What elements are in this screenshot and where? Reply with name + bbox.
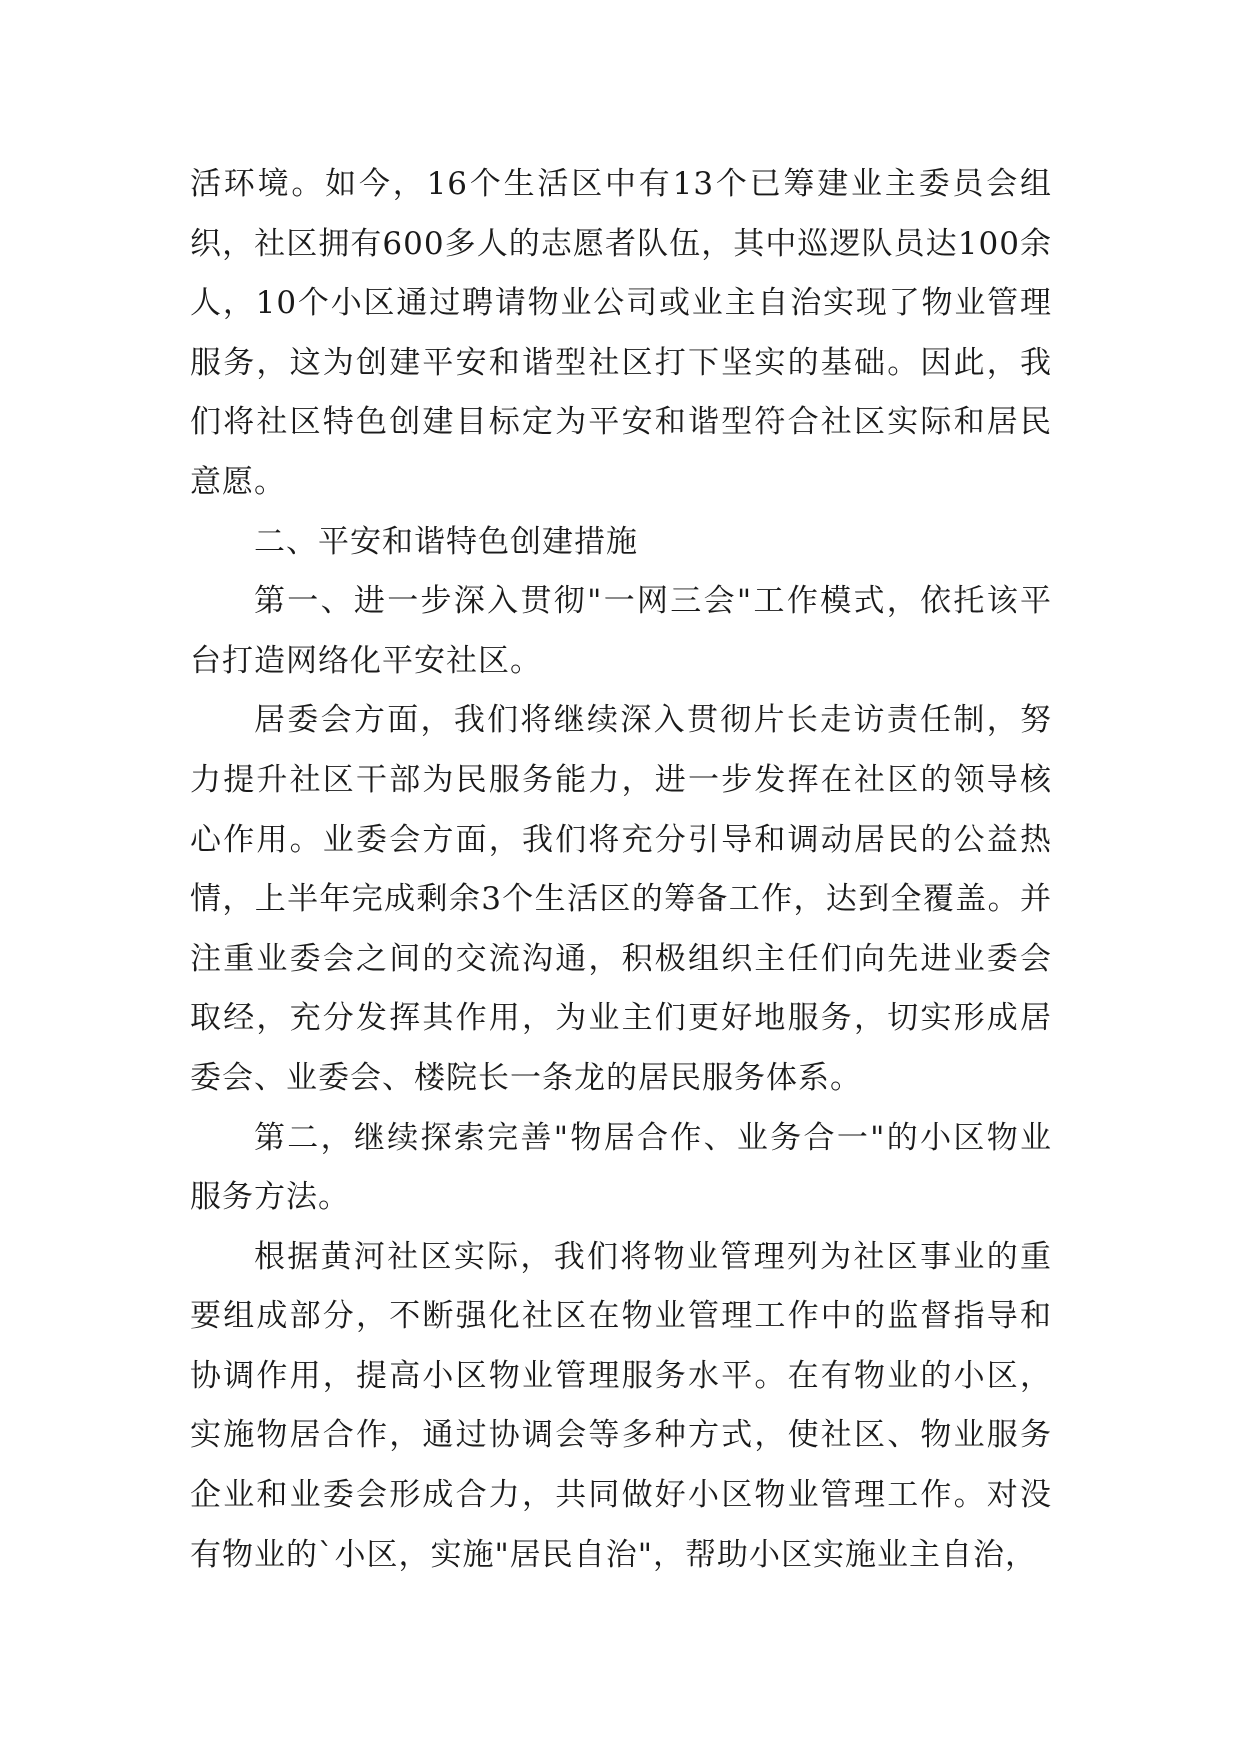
paragraph-point-one: 第一、进一步深入贯彻"一网三会"工作模式，依托该平台打造网络化平安社区。 bbox=[190, 583, 1052, 679]
section-heading-measures: 二、平安和谐特色创建措施 bbox=[254, 523, 638, 560]
paragraph-point-two: 第二，继续探索完善"物居合作、业务合一"的小区物业服务方法。 bbox=[190, 1119, 1052, 1216]
paragraph-intro-continued: 活环境。如今，16个生活区中有13个已筹建业主委员会组织，社区拥有600多人的志愿者队伍，其中巡逻队员达100余人，10个小区通过聘请物业公司或业主自治实现了物业管理服务，这为创建平安和谐型社区打下坚实的基础。因此，我们将社区特色创建目标定为平安和谐型符合社区实际和居民意愿。 bbox=[190, 166, 1052, 500]
paragraph-property-management: 根据黄河社区实际，我们将物业管理列为社区事业的重要组成部分，不断强化社区在物业管理工作中的监督指导和协调作用，提高小区物业管理服务水平。在有物业的小区，实施物居合作，通过协调会等多种方式，使社区、物业服务企业和业委会形成合力，共同做好小区物业管理工作。对没有物业的`小区，实施"居民自治"，帮助小区实施业主自治， bbox=[190, 1238, 1052, 1573]
paragraph-residents-committee: 居委会方面，我们将继续深入贯彻片长走访责任制，努力提升社区干部为民服务能力，进一步发挥在社区的领导核心作用。业委会方面，我们将充分引导和调动居民的公益热情，上半年完成剩余3个生活区的筹备工作，达到全覆盖。并注重业委会之间的交流沟通，积极组织主任们向先进业委会取经，充分发挥其作用，为业主们更好地服务，切实形成居委会、业委会、楼院长一条龙的居民服务体系。 bbox=[190, 702, 1052, 1096]
document-body bbox=[190, 155, 1052, 1585]
